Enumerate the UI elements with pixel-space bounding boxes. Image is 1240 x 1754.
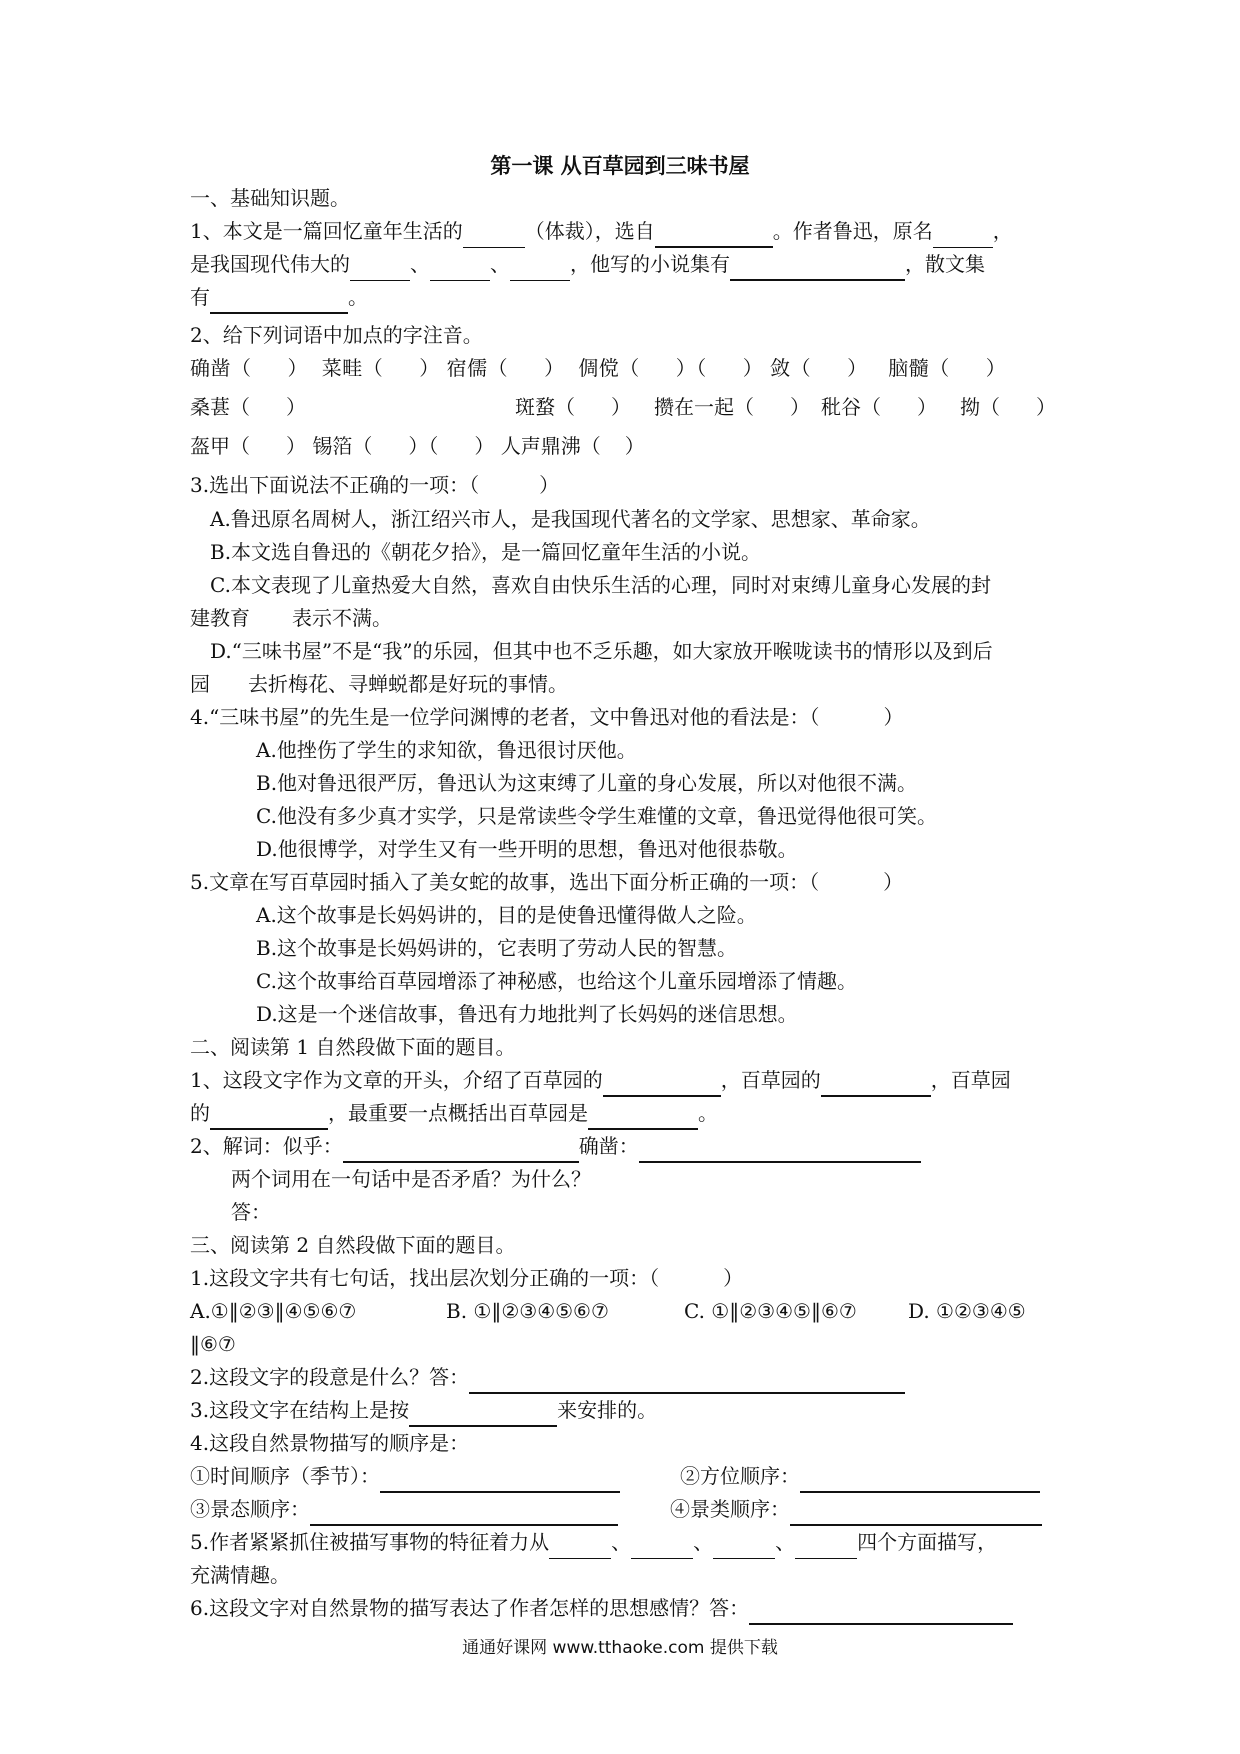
s1-q3-option-b: B.本文选自鲁迅的《朝花夕拾》，是一篇回忆童年生活的小说。: [210, 540, 762, 564]
s3-q1-option-b: B. ①‖②③④⑤⑥⑦: [446, 1299, 609, 1323]
s1-q4-option-d: D.他很博学，对学生又有一些开明的思想，鲁迅对他很恭敬。: [256, 837, 798, 861]
s1-q1-line2: 是我国现代伟大的 、 、 ，他写的小说集有 ，散文集: [190, 248, 1060, 281]
s1-q3-option-a: A.鲁迅原名周树人，浙江绍兴市人，是我国现代著名的文学家、思想家、革命家。: [210, 507, 931, 531]
pinyin-item-caiqi: 菜畦（ ）: [321, 356, 440, 380]
page-footer: 通通好课网 www.tthaoke.com 提供下载: [462, 1638, 778, 1658]
pinyin-item-kuijia: 盔甲（ ）: [190, 434, 306, 458]
pinyin-item-dingfei: 人声鼎沸（ ）: [500, 434, 645, 458]
worksheet-page: 第一课 从百草园到三味书屋 一、基础知识题。 1、本文是一篇回忆童年生活的 （体裁），选自 。作者鲁迅，原名 ， 是我国现代伟大的 、 、 ，他写的小说集有 ，散文集 有 。 2、给下列词语中加点的字注音。 确凿（ ） 菜畦（ ） 宿儒（ ） 倜傥（ ）（ ） 敛（ ） 脑髓（ ） 桑葚（ ） 斑蝥（ ） 攒在一起（ ） 秕谷（ ） 拗（ ） 盔甲（ ） 锡箔（ ）（ ） 人声鼎沸（ ） 3.选出下面说法不正确的一项：（ ） A.鲁迅原名周树人，浙江绍兴市人，是我国现代著名的文学家、思想家、革命家。 B.本文选自鲁迅的《朝花夕拾》，是一篇回忆童年生活的小说。 C.本文表现了儿童热爱大自然，喜欢自由快乐生活的心理，同时对束缚儿童身心发展的封 建教育 表示不满。 D.“三味书屋”不是“我”的乐园，但其中也不乏乐趣，如大家放开喉咙读书的情形以及到后 园 去折梅花、寻蝉蜕都是好玩的事情。 4.“三味书屋”的先生是一位学问渊博的老者，文中鲁迅对他的看法是：（ ） A.他挫伤了学生的求知欲，鲁迅很讨厌他。 B.他对鲁迅很严厉，鲁迅认为这束缚了儿童的身心发展，所以对他很不满。 C.他没有多少真才实学，只是常读些令学生难懂的文章，鲁迅觉得他很可笑。 D.他很博学，对学生又有一些开明的思想，鲁迅对他很恭敬。 5.文章在写百草园时插入了美女蛇的故事，选出下面分析正确的一项：（ ） A.这个故事是长妈妈讲的，目的是使鲁迅懂得做人之险。 B.这个故事是长妈妈讲的，它表明了劳动人民的智慧。 C.这个故事给百草园增添了神秘感，也给这个儿童乐园增添了情趣。 D.这是一个迷信故事，鲁迅有力地批判了长妈妈的迷信思想。 二、阅读第 1 自然段做下面的题目。 1、这段文字作为文章的开头，介绍了百草园的 ，百草园的 ，百草园 的 ，最重要一点概括出百草园是 。 2、解词：似乎： 确凿： 两个词用在一句话中是否矛盾？为什么？ 答： 三、阅读第 2 自然段做下面的题目。 1.这段文字共有七句话，找出层次划分正确的一项：（ ） A.①‖②③‖④⑤⑥⑦ B. ①‖②③④⑤⑥⑦ C. ①‖②③④⑤‖⑥⑦ D. ①②③④⑤ ‖⑥⑦ 2.这段文字的段意是什么？答： 3.这段文字在结构上是按 来安排的。 4.这段自然景物描写的顺序是： ①时间顺序（季节）： ②方位顺序： ③景态顺序： ④景类顺序： 5.作者紧紧抓住被描写事物的特征着力从 、 、 、 四个方面描写， 充满情趣。 6.这段文字对自然景物的描写表达了作者怎样的思想感情？答： 通通好课网 www.tthaoke.com 提供下载: [0, 0, 1240, 1754]
s1-q5-stem: 5.文章在写百草园时插入了美女蛇的故事，选出下面分析正确的一项：（ ）: [190, 870, 904, 894]
section1-heading: 一、基础知识题。: [190, 186, 350, 210]
s1-q1-line3: 有 。: [190, 281, 1060, 314]
s2-q1-line2: 的 ，最重要一点概括出百草园是 。: [190, 1097, 1060, 1130]
s3-q4-stem: 4.这段自然景物描写的顺序是：: [190, 1431, 470, 1455]
s3-q3-line: 3.这段文字在结构上是按 来安排的。: [190, 1394, 1060, 1427]
pinyin-item-naosui: 脑髓（ ）: [888, 356, 1007, 380]
s1-q5-option-a: A.这个故事是长妈妈讲的，目的是使鲁迅懂得做人之险。: [256, 903, 757, 927]
s2-q1-line1: 1、这段文字作为文章的开头，介绍了百草园的 ，百草园的 ，百草园: [190, 1064, 1060, 1097]
section2-heading: 二、阅读第 1 自然段做下面的题目。: [190, 1035, 516, 1059]
s1-q4-option-a: A.他挫伤了学生的求知欲，鲁迅很讨厌他。: [256, 738, 637, 762]
s1-q5-option-b: B.这个故事是长妈妈讲的，它表明了劳动人民的智慧。: [256, 936, 738, 960]
s3-q1-option-c: C. ①‖②③④⑤‖⑥⑦: [684, 1299, 857, 1323]
s3-q1-stem: 1.这段文字共有七句话，找出层次划分正确的一项：（ ）: [190, 1266, 744, 1290]
section3-heading: 三、阅读第 2 自然段做下面的题目。: [190, 1233, 516, 1257]
s1-q4-stem: 4.“三味书屋”的先生是一位学问渊博的老者，文中鲁迅对他的看法是：（ ）: [190, 705, 904, 729]
s1-q3-option-c: C.本文表现了儿童热爱大自然，喜欢自由快乐生活的心理，同时对束缚儿童身心发展的封: [210, 573, 991, 597]
s3-q6-line: 6.这段文字对自然景物的描写表达了作者怎样的思想感情？答：: [190, 1592, 1060, 1625]
s2-q2-line: 2、解词：似乎： 确凿：: [190, 1130, 1060, 1163]
s1-q2-row3: [190, 430, 1060, 463]
s3-q2-line: 2.这段文字的段意是什么？答：: [190, 1361, 1060, 1394]
s1-q4-option-c: C.他没有多少真才实学，只是常读些令学生难懂的文章，鲁迅觉得他很可笑。: [256, 804, 937, 828]
pinyin-item-suru: 宿儒（ ）: [446, 356, 565, 380]
s1-q4-option-b: B.他对鲁迅很严厉，鲁迅认为这束缚了儿童的身心发展，所以对他很不满。: [256, 771, 918, 795]
page-title: 第一课 从百草园到三味书屋: [490, 154, 750, 178]
s1-q3-option-d: D.“三味书屋”不是“我”的乐园，但其中也不乏乐趣，如大家放开喉咙读书的情形以及到后: [210, 639, 993, 663]
s1-q1-line1: 1、本文是一篇回忆童年生活的 （体裁），选自 。作者鲁迅，原名 ，: [190, 215, 1060, 248]
s2-q2-answer-label: 答：: [231, 1200, 271, 1224]
s3-q5-line2: 充满情趣。: [190, 1563, 290, 1587]
s1-q3-option-c-cont: 建教育 表示不满。: [190, 606, 392, 630]
s1-q5-option-c: C.这个故事给百草园增添了神秘感，也给这个儿童乐园增添了情趣。: [256, 969, 857, 993]
pinyin-item-bigu: 秕谷（ ）: [821, 395, 937, 419]
s3-q5-line1: 5.作者紧紧抓住被描写事物的特征着力从 、 、 、 四个方面描写，: [190, 1526, 1060, 1559]
s1-q2-heading: 2、给下列词语中加点的字注音。: [190, 323, 483, 347]
pinyin-item-cuan: 攒在一起（ ）: [654, 395, 810, 419]
pinyin-item-xibo: 锡箔（ ）（ ）: [312, 434, 495, 458]
pinyin-item-quezao: 确凿（ ）: [190, 356, 308, 380]
s3-q1-option-d-cont: ‖⑥⑦: [190, 1332, 236, 1356]
pinyin-item-banmao: 斑蝥（ ）: [515, 395, 631, 419]
s1-q3-stem: 3.选出下面说法不正确的一项：（ ）: [190, 473, 560, 497]
pinyin-item-titang: 倜傥（ ）（ ）: [578, 356, 764, 380]
s1-q2-row1: [190, 352, 1060, 385]
pinyin-item-lian: 敛（ ）: [770, 356, 868, 380]
s3-q1-option-a: A.①‖②③‖④⑤⑥⑦: [190, 1299, 357, 1323]
pinyin-item-sangshen: 桑葚（ ）: [190, 395, 306, 419]
s1-q5-option-d: D.这是一个迷信故事，鲁迅有力地批判了长妈妈的迷信思想。: [256, 1002, 798, 1026]
pinyin-item-ao: 拗（ ）: [960, 395, 1056, 419]
s2-q2-ask: 两个词用在一句话中是否矛盾？为什么？: [231, 1167, 591, 1191]
s3-q1-option-d: D. ①②③④⑤: [908, 1299, 1026, 1323]
s1-q3-option-d-cont: 园 去折梅花、寻蝉蜕都是好玩的事情。: [190, 672, 568, 696]
